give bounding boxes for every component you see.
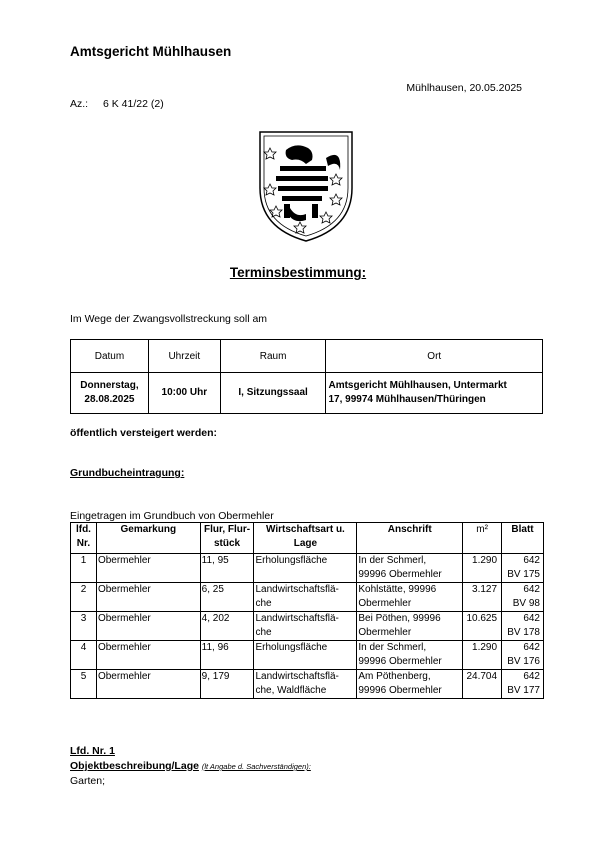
table-row [71,670,544,699]
case-number-label: Az.: [70,98,89,110]
document-title: Terminsbestimmung: [229,265,367,280]
cell-lfd-nr: 5 [71,670,97,699]
cell-uhrzeit: 10:00 Uhr [148,373,220,414]
cell-blatt: 642 BV 178 [502,612,544,641]
cell-anschrift: Kohlstätte, 99996 Obermehler [357,583,463,612]
objekt-heading: Objektbeschreibung/Lage [70,760,199,772]
cell-blatt: 642 BV 98 [502,583,544,612]
cell-flurstueck: 9, 179 [200,670,254,699]
cell-datum [71,373,149,414]
grundbuch-table [70,522,544,699]
cell-lfd-nr: 2 [71,583,97,612]
cell-flurstueck: 11, 96 [200,641,254,670]
table-header-row [71,340,543,373]
objekt-text: Garten; [70,775,106,787]
cell-raum: I, Sitzungssaal [220,373,326,414]
table-row [71,583,544,612]
col-gemarkung: Gemarkung [96,523,200,554]
cell-anschrift: Am Pöthenberg, 99996 Obermehler [357,670,463,699]
col-blatt: Blatt [502,523,544,554]
cell-wirtschaftsart: Erholungsfläche [254,641,357,670]
court-name: Amtsgericht Mühlhausen [70,44,232,59]
table-row [71,641,544,670]
place-date: Mühlhausen, 20.05.2025 [406,82,522,94]
cell-anschrift: In der Schmerl, 99996 Obermehler [357,641,463,670]
cell-wirtschaftsart: Landwirtschaftsflä- che [254,612,357,641]
cell-flurstueck: 6, 25 [200,583,254,612]
lfd-nr-heading: Lfd. Nr. 1 [70,745,115,757]
cell-gemarkung: Obermehler [96,612,200,641]
cell-gemarkung: Obermehler [96,670,200,699]
date-value: 28.08.2025 [84,394,135,405]
closing-text: öffentlich versteigert werden: [70,427,218,439]
cell-gemarkung: Obermehler [96,641,200,670]
auction-date-table [70,339,543,414]
cell-wirtschaftsart: Erholungsfläche [254,554,357,583]
cell-blatt: 642 BV 177 [502,670,544,699]
cell-wirtschaftsart: Landwirtschaftsflä- che [254,583,357,612]
cell-m2: 1.290 [463,554,502,583]
col-anschrift: Anschrift [357,523,463,554]
cell-blatt: 642 BV 176 [502,641,544,670]
cell-lfd-nr: 4 [71,641,97,670]
cell-m2: 24.704 [463,670,502,699]
coat-of-arms-icon [256,128,356,244]
objekt-note: (lt Angabe d. Sachverständigen): [201,762,311,771]
table-header-row [71,523,544,554]
cell-anschrift: In der Schmerl, 99996 Obermehler [357,554,463,583]
case-number: 6 K 41/22 (2) [103,98,164,110]
grundbuch-intro: Eingetragen im Grundbuch von Obermehler [70,510,274,522]
cell-m2: 3.127 [463,583,502,612]
intro-text: Im Wege der Zwangsvollstreckung soll am [70,313,268,325]
col-ort: Ort [326,340,543,373]
col-uhrzeit: Uhrzeit [148,340,220,373]
objekt-heading-line [70,760,311,772]
col-flurstueck: Flur, Flur- stück [200,523,254,554]
ort-line2: 17, 99974 Mühlhausen/Thüringen [328,394,486,405]
col-m2: m² [463,523,502,554]
cell-flurstueck: 11, 95 [200,554,254,583]
col-wirtschaftsart: Wirtschaftsart u. Lage [254,523,357,554]
col-lfd-nr: lfd. Nr. [71,523,97,554]
cell-lfd-nr: 3 [71,612,97,641]
col-raum: Raum [220,340,326,373]
table-row [71,612,544,641]
col-datum: Datum [71,340,149,373]
ort-line1: Amtsgericht Mühlhausen, Untermarkt [328,380,507,391]
cell-flurstueck: 4, 202 [200,612,254,641]
grundbuch-heading: Grundbucheintragung: [70,467,185,479]
cell-m2: 10.625 [463,612,502,641]
cell-lfd-nr: 1 [71,554,97,583]
table-row [71,554,544,583]
cell-blatt: 642 BV 175 [502,554,544,583]
cell-gemarkung: Obermehler [96,583,200,612]
cell-m2: 1.290 [463,641,502,670]
cell-gemarkung: Obermehler [96,554,200,583]
cell-ort [326,373,543,414]
table-row [71,373,543,414]
cell-anschrift: Bei Pöthen, 99996 Obermehler [357,612,463,641]
cell-wirtschaftsart: Landwirtschaftsflä- che, Waldfläche [254,670,357,699]
date-weekday: Donnerstag, [80,380,139,391]
